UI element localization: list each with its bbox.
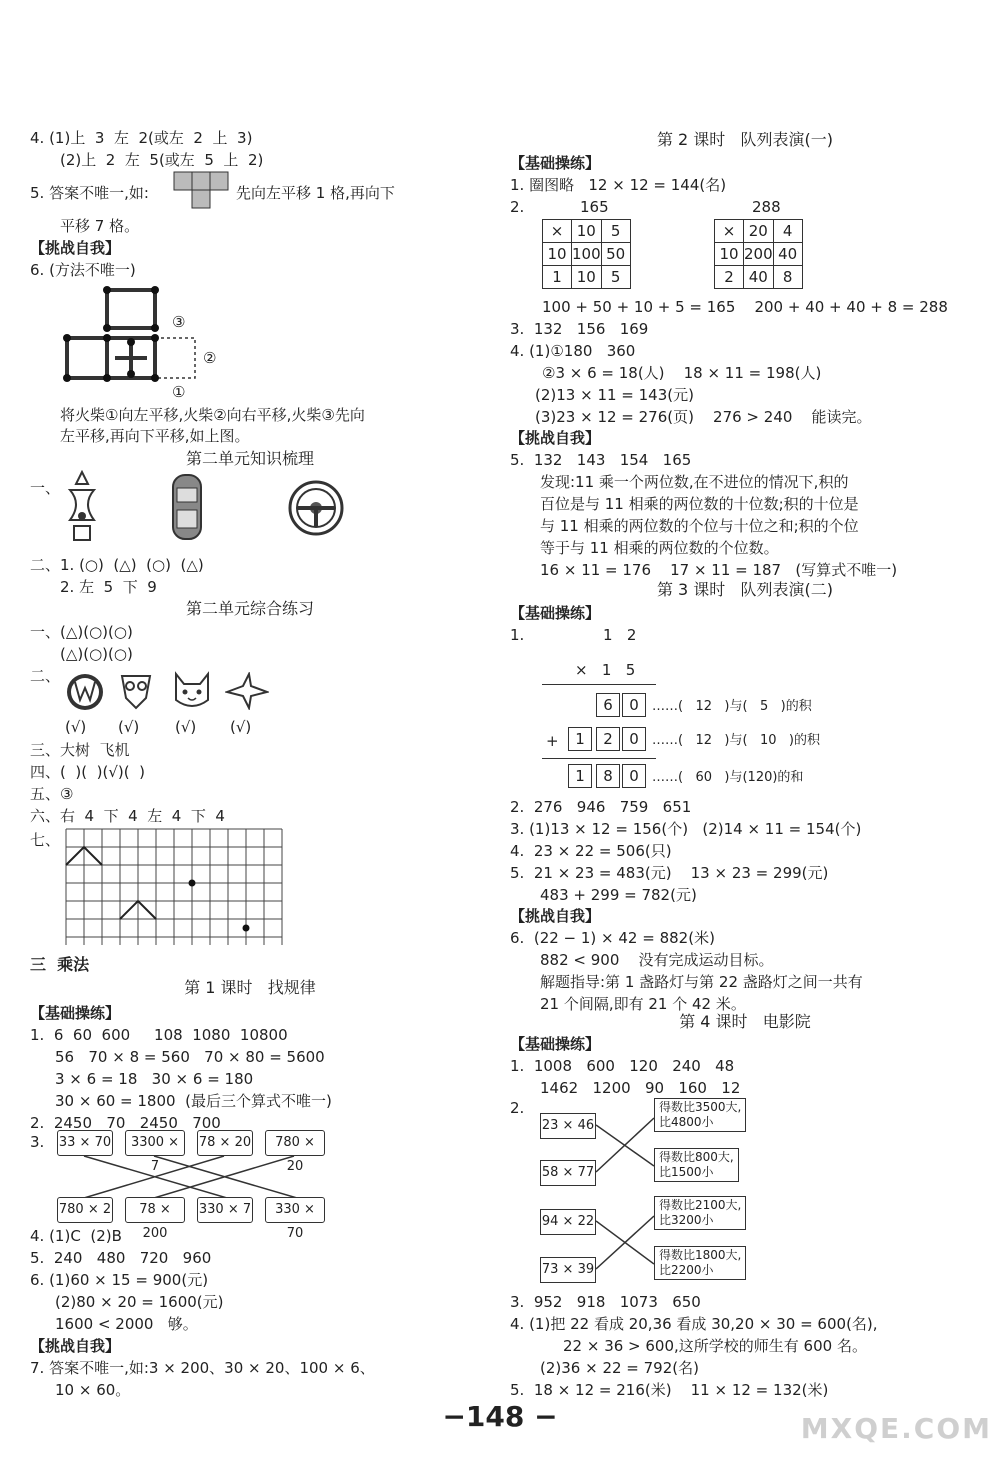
r-answer-5-d3: 与 11 相乘的两位数的个位与十位之和;积的个位: [540, 517, 859, 535]
table1-total: 165: [580, 198, 609, 216]
challenge-heading: 【挑战自我】: [30, 239, 121, 257]
r-answer-4d: (3)23 × 12 = 276(页) 276 > 240 能读完。: [535, 408, 872, 426]
lesson2-title: 第 2 课时 队列表演(一): [656, 130, 834, 149]
range-box-1: 得数比3500大, 比4800小: [654, 1098, 746, 1132]
s-answer-6d: 21 个间隔,即有 21 个 42 米。: [540, 995, 746, 1013]
digit-box: 8: [596, 764, 620, 788]
s-answer-5b: 483 + 299 = 782(元): [540, 886, 697, 904]
match-label-3: ③: [172, 313, 186, 331]
s-answer-6b: 882 < 900 没有完成运动目标。: [540, 951, 774, 969]
watermark: MXQE.COM: [800, 1412, 992, 1445]
answer-6-desc2: 左平移,再向下平移,如上图。: [60, 427, 250, 445]
car-icon: [168, 472, 206, 542]
bottom-box-4: 330 × 70: [265, 1197, 325, 1223]
t1-cell: 5: [601, 266, 630, 289]
c-answer-4c: (2)36 × 22 = 792(名): [540, 1359, 699, 1377]
range-box-3: 得数比2100大, 比3200小: [654, 1196, 746, 1230]
s-answer-6c: 解题指导:第 1 盏路灯与第 22 盏路灯之间一共有: [540, 973, 863, 991]
practice-q2: 二、: [30, 667, 61, 685]
c-answer-4b: 22 × 36 > 600,这所学校的师生有 600 名。: [563, 1337, 867, 1355]
lesson4-title: 第 4 课时 电影院: [679, 1012, 811, 1031]
matching-lines-3: [596, 1204, 654, 1276]
page-number: −148 −: [442, 1400, 558, 1433]
t1-cell: 50: [601, 243, 630, 266]
r-answer-5-d2: 百位是与 11 相乘的两位数的十位数;积的十位是: [540, 495, 859, 513]
top-box-3: 78 × 20: [197, 1130, 253, 1156]
ram-logo-icon: [118, 672, 154, 712]
digit-box: 1: [568, 764, 592, 788]
t1-cell: 10: [572, 220, 602, 243]
answer-4-line1: 4. (1)上 3 左 2(或左 2 上 3): [30, 129, 253, 147]
m-answer-1a: 1. 6 60 600 108 1080 10800: [30, 1026, 288, 1044]
answer-5-prefix: 5. 答案不唯一,如:: [30, 184, 149, 202]
practice-q2-mark4: (√): [230, 718, 252, 736]
t2-cell: 40: [744, 266, 774, 289]
t2-cell: ×: [715, 220, 744, 243]
practice-q2-mark1: (√): [65, 718, 87, 736]
unit2-review-title: 第二单元知识梳理: [185, 449, 314, 468]
t2-cell: 2: [715, 266, 744, 289]
expr-box-4: 73 × 39: [540, 1257, 596, 1283]
basic-heading-3: 【基础操练】: [510, 604, 601, 622]
t2-cell: 8: [773, 266, 802, 289]
grid-figure: [65, 828, 287, 946]
lamp-icon: [62, 470, 102, 544]
r-answer-5-d1: 发现:11 乘一个两位数,在不进位的情况下,积的: [540, 473, 849, 491]
matching-lines-2: [596, 1108, 654, 1178]
t1-cell: 10: [572, 266, 602, 289]
digit-box: 6: [596, 693, 620, 717]
bottom-box-2: 78 × 200: [125, 1197, 185, 1223]
r-answer-5: 5. 132 143 154 165: [510, 451, 692, 469]
m-answer-7b: 10 × 60。: [55, 1381, 131, 1399]
expr-box-3: 94 × 22: [540, 1209, 596, 1235]
c-answer-3: 3. 952 918 1073 650: [510, 1293, 701, 1311]
review-q2-1: 二、1. (○) (△) (○) (△): [30, 556, 204, 574]
r-answer-4a: 4. (1)①180 360: [510, 342, 636, 360]
digit-box: 2: [596, 727, 620, 751]
s-answer-5a: 5. 21 × 23 = 483(元) 13 × 23 = 299(元): [510, 864, 829, 882]
t-shape-figure: [172, 170, 236, 214]
practice-q1-line2: (△)(○)(○): [60, 645, 133, 663]
range-box-4: 得数比1800大, 比2200小: [654, 1246, 746, 1280]
r-answer-4c: (2)13 × 11 = 143(元): [535, 386, 694, 404]
lesson3-title: 第 3 课时 队列表演(二): [656, 580, 834, 599]
vertical-row1-note: ……( 12 )与( 5 )的积: [652, 699, 812, 714]
bottom-box-3: 330 × 7: [197, 1197, 253, 1223]
review-q1: 一、: [30, 479, 61, 497]
challenge-heading-3: 【挑战自我】: [510, 429, 601, 447]
m-answer-6c: 1600 < 2000 够。: [55, 1315, 198, 1333]
top-box-2: 3300 × 7: [125, 1130, 185, 1156]
expr-box-1: 23 × 46: [540, 1113, 596, 1139]
digit-box: 0: [622, 764, 646, 788]
table2-total: 288: [752, 198, 781, 216]
bird-logo-icon: [225, 672, 269, 710]
s-answer-6a: 6. (22 − 1) × 42 = 882(米): [510, 929, 715, 947]
unit2-practice-title: 第二单元综合练习: [185, 599, 314, 618]
answer-6: 6. (方法不唯一): [30, 261, 136, 279]
r-answer-2-sum: 100 + 50 + 10 + 5 = 165 200 + 40 + 40 + 8 = 288: [542, 298, 948, 316]
digit-box: 0: [622, 693, 646, 717]
matching-lines-1: [57, 1156, 327, 1198]
digit-box: 0: [622, 727, 646, 751]
vertical-line-1: [542, 684, 656, 685]
t1-cell: 5: [601, 220, 630, 243]
cat-face-icon: [170, 670, 214, 712]
practice-q1-line1: 一、(△)(○)(○): [30, 623, 133, 641]
answer-5-line2: 平移 7 格。: [60, 217, 140, 235]
m-answer-1c: 3 × 6 = 18 30 × 6 = 180: [55, 1070, 254, 1088]
t2-cell: 40: [773, 243, 802, 266]
t1-cell: 1: [543, 266, 572, 289]
practice-q5: 五、③: [30, 785, 74, 803]
basic-heading-4: 【基础操练】: [510, 1035, 601, 1053]
m-answer-1d: 30 × 60 = 1800 (最后三个算式不唯一): [55, 1092, 332, 1110]
bottom-box-1: 780 × 2: [57, 1197, 113, 1223]
c-answer-5: 5. 18 × 12 = 216(米) 11 × 12 = 132(米): [510, 1381, 829, 1399]
answer-4-line2: (2)上 2 左 5(或左 5 上 2): [60, 151, 264, 169]
matchstick-figure: [55, 280, 235, 395]
m-answer-6a: 6. (1)60 × 15 = 900(元): [30, 1271, 209, 1289]
practice-q2-mark2: (√): [118, 718, 140, 736]
r-answer-4b: ②3 × 6 = 18(人) 18 × 11 = 198(人): [542, 364, 822, 382]
lesson1-title: 第 1 课时 找规律: [184, 978, 316, 997]
t2-cell: 200: [744, 243, 774, 266]
vertical-row2-note: ……( 12 )与( 10 )的积: [652, 733, 820, 748]
basic-heading-2: 【基础操练】: [510, 154, 601, 172]
m-answer-4: 4. (1)C (2)B: [30, 1227, 122, 1245]
m-answer-3: 3.: [30, 1133, 45, 1151]
s-answer-3: 3. (1)13 × 12 = 156(个) (2)14 × 11 = 154(个): [510, 820, 862, 838]
vertical-multiplier: × 1 5: [575, 661, 636, 679]
c-answer-1b: 1462 1200 90 160 12: [540, 1079, 741, 1097]
v-answer-1: 1.: [510, 626, 525, 644]
r-answer-5-d4: 等于与 11 相乘的两位数的个位数。: [540, 539, 779, 557]
practice-q3: 三、大树 飞机: [30, 741, 130, 759]
vertical-line-2: [542, 758, 656, 759]
r-answer-5-d5: 16 × 11 = 176 17 × 11 = 187 (写算式不唯一): [540, 561, 898, 579]
match-label-1: ①: [172, 383, 186, 401]
basic-heading-1: 【基础操练】: [30, 1004, 121, 1022]
t1-cell: 10: [543, 243, 572, 266]
m-answer-2: 2. 2450 70 2450 700: [30, 1114, 221, 1132]
range-box-2: 得数比800大, 比1500小: [654, 1148, 739, 1182]
t2-cell: 10: [715, 243, 744, 266]
t1-cell: ×: [543, 220, 572, 243]
m-answer-5: 5. 240 480 720 960: [30, 1249, 212, 1267]
answer-5-suffix: 先向左平移 1 格,再向下: [236, 184, 395, 202]
digit-box: 1: [568, 727, 592, 751]
t2-cell: 20: [744, 220, 774, 243]
chapter3-title: 三 乘法: [30, 955, 90, 974]
answer-6-desc1: 将火柴①向左平移,火柴②向右平移,火柴③先向: [60, 406, 365, 424]
vw-logo-icon: [65, 672, 105, 712]
practice-q6: 六、右 4 下 4 左 4 下 4: [30, 807, 225, 825]
r-answer-1: 1. 圈图略 12 × 12 = 144(名): [510, 176, 727, 194]
c-answer-1a: 1. 1008 600 120 240 48: [510, 1057, 735, 1075]
s-answer-4: 4. 23 × 22 = 506(只): [510, 842, 672, 860]
match-label-2: ②: [203, 349, 217, 367]
vertical-top: 1 2: [603, 626, 637, 644]
m-answer-6b: (2)80 × 20 = 1600(元): [55, 1293, 224, 1311]
practice-q7: 七、: [30, 831, 61, 849]
t2-cell: 4: [773, 220, 802, 243]
vertical-row3-note: ……( 60 )与(120)的和: [652, 770, 804, 785]
s-answer-2: 2. 276 946 759 651: [510, 798, 692, 816]
table1: [542, 219, 631, 289]
r-answer-3: 3. 132 156 169: [510, 320, 649, 338]
expr-box-2: 58 × 77: [540, 1160, 596, 1186]
c-answer-2: 2.: [510, 1099, 525, 1117]
table2: [714, 219, 803, 289]
vertical-plus: +: [546, 732, 559, 750]
steering-wheel-icon: [288, 480, 344, 536]
challenge-heading-2: 【挑战自我】: [30, 1337, 121, 1355]
top-box-4: 780 × 20: [265, 1130, 325, 1156]
challenge-heading-4: 【挑战自我】: [510, 907, 601, 925]
r-answer-2: 2.: [510, 198, 525, 216]
m-answer-7a: 7. 答案不唯一,如:3 × 200、30 × 20、100 × 6、: [30, 1359, 375, 1377]
top-box-1: 33 × 70: [57, 1130, 113, 1156]
review-q2-2: 2. 左 5 下 9: [60, 578, 157, 596]
c-answer-4a: 4. (1)把 22 看成 20,36 看成 30,20 × 30 = 600(名),: [510, 1315, 878, 1333]
practice-q2-mark3: (√): [175, 718, 197, 736]
m-answer-1b: 56 70 × 8 = 560 70 × 80 = 5600: [55, 1048, 325, 1066]
t1-cell: 100: [572, 243, 602, 266]
practice-q4: 四、( )( )(√)( ): [30, 763, 145, 781]
